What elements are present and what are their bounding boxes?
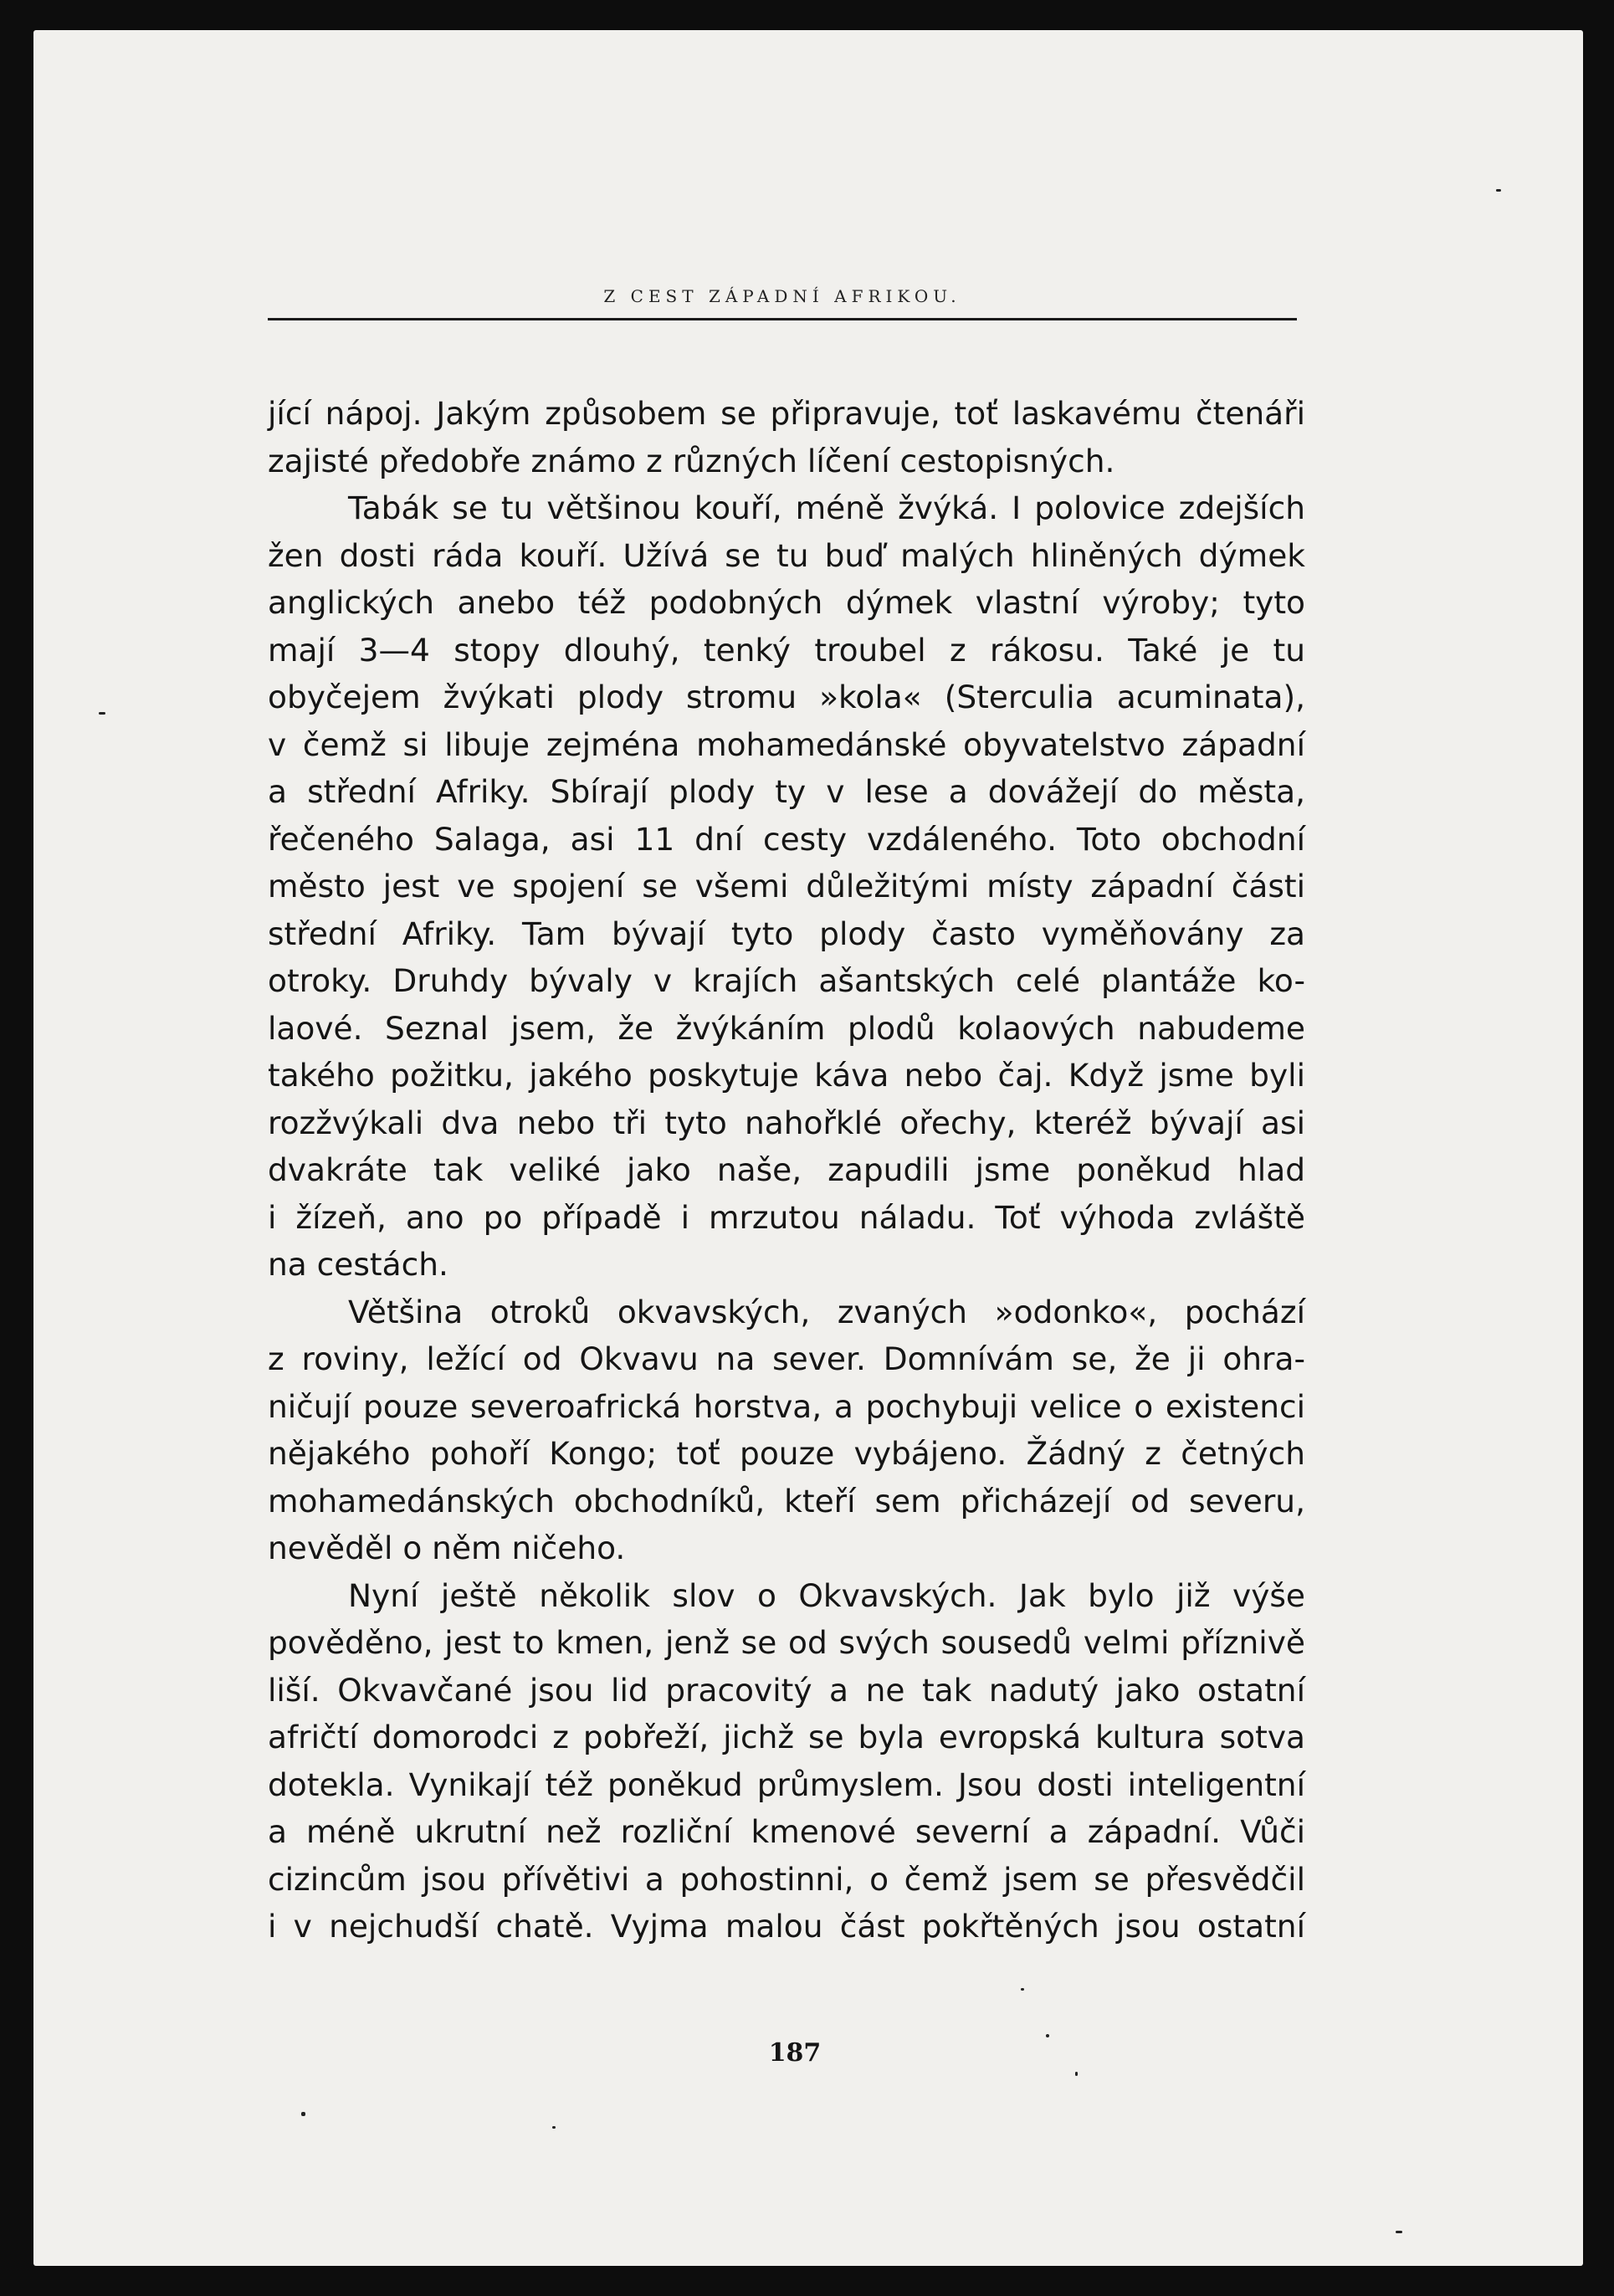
- text-line: a střední Afriky. Sbírají plody ty v lese a dovážejí do města,: [268, 773, 1305, 810]
- text-line: nevěděl o něm ničeho.: [268, 1530, 626, 1566]
- page-number: 187: [768, 2038, 822, 2068]
- text-line: rozžvýkali dva nebo tři tyto nahořklé ořechy, kteréž bývají asi: [268, 1104, 1305, 1141]
- speck: [99, 712, 105, 715]
- text-line: Většina otroků okvavských, zvaných »odonko«, pochází: [348, 1293, 1305, 1330]
- text-line: střední Afriky. Tam bývají tyto plody často vyměňovány za: [268, 915, 1305, 952]
- text-line: zajisté předobře známo z různých líčení cestopisných.: [268, 442, 1115, 479]
- text-line: žen dosti ráda kouří. Užívá se tu buď malých hliněných dýmek: [268, 536, 1305, 574]
- text-line: na cestách.: [268, 1246, 448, 1283]
- body-text: [268, 390, 1305, 1950]
- text-line: obyčejem žvýkati plody stromu »kola« (Sterculia acuminata),: [268, 679, 1305, 715]
- running-header: Z CEST ZÁPADNÍ AFRIKOU.: [603, 286, 961, 306]
- text-line: dotekla. Vynikají též poněkud průmyslem. Jsou dosti inteligentní: [268, 1766, 1305, 1803]
- text-line: anglických anebo též podobných dýmek vlastní výroby; tyto: [268, 584, 1305, 621]
- text-line: dvakráte tak veliké jako naše, zapudili jsme poněkud hlad: [268, 1151, 1305, 1188]
- text-line: z roviny, ležící od Okvavu na sever. Domnívám se, že ji ohra-: [268, 1340, 1305, 1377]
- text-line: i žízeň, ano po případě i mrzutou náladu. Toť výhoda zvláště: [268, 1198, 1305, 1236]
- text-line: liší. Okvavčané jsou lid pracovitý a ne tak nadutý jako ostatní: [268, 1671, 1305, 1709]
- speck: [1396, 2231, 1402, 2233]
- text-line: Tabák se tu většinou kouří, méně žvýká. I polovice zdejších: [348, 489, 1305, 526]
- text-line: nějakého pohoří Kongo; toť pouze vybájeno. Žádný z četných: [268, 1435, 1305, 1472]
- text-line: město jest ve spojení se všemi důležitými místy západní části: [268, 868, 1305, 905]
- speck: [301, 2112, 305, 2116]
- text-line: v čemž si libuje zejména mohamedánské obyvatelstvo západní: [268, 725, 1305, 763]
- text-line: takého požitku, jakého poskytuje káva nebo čaj. Když jsme byli: [268, 1057, 1305, 1094]
- text-line: jící nápoj. Jakým způsobem se připravuje, toť laskavému čtenáři: [268, 395, 1305, 432]
- text-line: afričtí domorodci z pobřeží, jichž se byla evropská kultura sotva: [268, 1719, 1305, 1755]
- speck: [552, 2126, 556, 2129]
- speck: [1046, 2034, 1049, 2037]
- text-line: mohamedánských obchodníků, kteří sem přicházejí od severu,: [268, 1482, 1305, 1520]
- speck: [1021, 1988, 1024, 1991]
- text-line: Nyní ještě několik slov o Okvavských. Jak bylo již výše: [348, 1576, 1305, 1614]
- speck: [1075, 2072, 1078, 2076]
- speck: [1496, 189, 1501, 192]
- page-sheet: [33, 30, 1583, 2266]
- text-line: ničují pouze severoafrická horstva, a pochybuji velice o existenci: [268, 1387, 1305, 1425]
- text-line: otroky. Druhdy bývaly v krajích ašantských celé plantáže ko-: [268, 962, 1305, 999]
- text-line: pověděno, jest to kmen, jenž se od svých sousedů velmi příznivě: [268, 1624, 1305, 1661]
- text-line: řečeného Salaga, asi 11 dní cesty vzdáleného. Toto obchodní: [268, 820, 1305, 858]
- text-line: i v nejchudší chatě. Vyjma malou část pokřtěných jsou ostatní: [268, 1908, 1305, 1945]
- header-rule: [268, 318, 1297, 320]
- text-line: mají 3—4 stopy dlouhý, tenký troubel z rákosu. Také je tu: [268, 631, 1305, 669]
- text-line: laové. Seznal jsem, že žvýkáním plodů kolaových nabudeme: [268, 1009, 1305, 1047]
- text-line: a méně ukrutní než rozliční kmenové severní a západní. Vůči: [268, 1813, 1305, 1850]
- text-line: cizincům jsou přívětivi a pohostinni, o čemž jsem se přesvědčil: [268, 1860, 1305, 1898]
